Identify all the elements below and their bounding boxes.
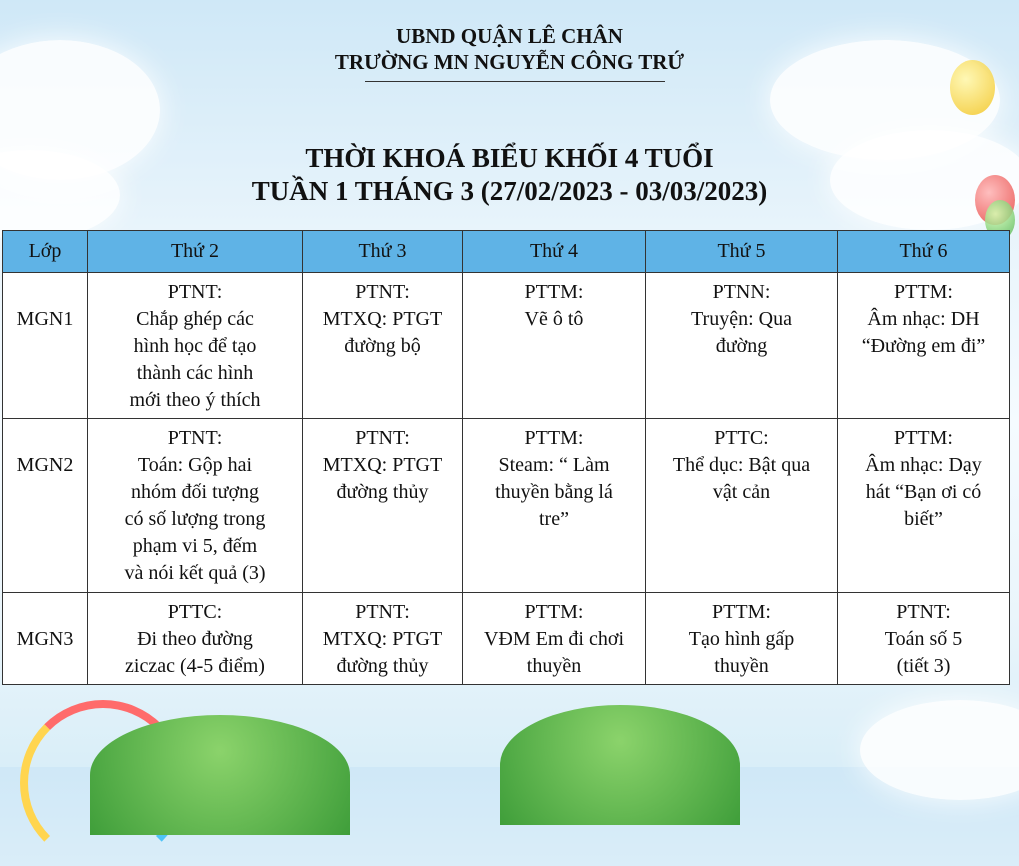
cell-line: phạm vi 5, đếm [132, 535, 258, 557]
table-row [3, 593, 1010, 685]
cell-line: PTNT: [355, 281, 410, 303]
cell-line: thành các hình [136, 362, 254, 384]
cell-line: đường thủy [336, 481, 429, 503]
cell-line: mới theo ý thích [129, 389, 261, 411]
cell-line: Âm nhạc: DH [867, 308, 980, 330]
schedule-cell [303, 593, 463, 685]
cell-line: nhóm đối tượng [130, 481, 260, 503]
cell-line: VĐM Em đi chơi [483, 628, 624, 650]
cell-line: PTNT: [355, 601, 410, 623]
cell-line: Âm nhạc: Dạy [865, 454, 982, 476]
schedule-cell [838, 593, 1010, 685]
cell-line: PTNT: [167, 281, 223, 303]
cell-line: MTXQ: PTGT [322, 454, 443, 476]
cell-line: thuyền [526, 655, 582, 677]
schedule-cell [463, 419, 646, 593]
schedule-cell [88, 273, 303, 419]
cell-line: Vẽ ô tô [524, 308, 584, 330]
table-row [3, 273, 1010, 419]
cell-line: biết” [904, 508, 943, 530]
schedule-cell [463, 273, 646, 419]
cell-line: (tiết 3) [896, 655, 951, 677]
column-header-thursday: Thứ 5 [646, 231, 838, 273]
cell-line: Thể dục: Bật qua [672, 454, 811, 476]
organization-name: UBND QUẬN LÊ CHÂN [396, 24, 623, 48]
class-cell: MGN2 [3, 419, 88, 593]
hill-decoration-left [90, 715, 350, 835]
cell-line: hình học để tạo [133, 335, 257, 357]
cell-line: Truyện: Qua [691, 308, 792, 330]
cell-line: tre” [539, 508, 569, 530]
cell-line: thuyền [714, 655, 769, 677]
hill-decoration-right [500, 705, 740, 825]
column-header-tuesday: Thứ 3 [303, 231, 463, 273]
cell-line: “Đường em đi” [861, 335, 986, 357]
cell-line: PTTM: [712, 601, 771, 623]
schedule-cell [838, 273, 1010, 419]
schedule-cell [88, 593, 303, 685]
document-subtitle: TUẦN 1 THÁNG 3 (27/02/2023 - 03/03/2023) [251, 176, 768, 206]
cell-line: đường [715, 335, 768, 357]
cell-line: PTTM: [894, 281, 953, 303]
cloud-decoration-bottom [860, 700, 1019, 800]
cell-line: hát “Bạn ơi có [865, 481, 982, 503]
cell-line: PTTM: [524, 601, 584, 623]
schedule-cell [303, 273, 463, 419]
cell-line: vật cản [712, 481, 771, 503]
cell-line: Tạo hình gấp [688, 628, 795, 650]
cell-line: MTXQ: PTGT [322, 308, 443, 330]
class-cell: MGN1 [3, 273, 88, 419]
cell-line: và nói kết quả (3) [124, 562, 266, 584]
cell-line: đường thủy [336, 655, 429, 677]
schedule-cell [646, 273, 838, 419]
cell-line: PTTM: [524, 427, 584, 449]
column-header-monday: Thứ 2 [88, 231, 303, 273]
cell-line: Chắp ghép các [136, 308, 254, 330]
cell-line: Đi theo đường [137, 628, 253, 650]
table-header-row [3, 231, 1010, 273]
cell-line: Steam: “ Làm [498, 454, 610, 476]
cell-line: thuyền bằng lá [495, 481, 613, 503]
cell-line: PTNT: [167, 427, 223, 449]
cell-line: có số lượng trong [124, 508, 266, 530]
class-cell: MGN3 [3, 593, 88, 685]
schedule-cell [646, 419, 838, 593]
cell-line: PTTC: [167, 601, 223, 623]
schedule-table [2, 230, 1010, 685]
column-header-friday: Thứ 6 [838, 231, 1010, 273]
header-divider [365, 81, 665, 82]
cell-line: PTNN: [712, 281, 771, 303]
schedule-cell [838, 419, 1010, 593]
column-header-wednesday: Thứ 4 [463, 231, 646, 273]
cell-line: PTTM: [524, 281, 584, 303]
cell-line: PTTM: [894, 427, 953, 449]
schedule-cell [303, 419, 463, 593]
cell-line: PTNT: [896, 601, 951, 623]
column-header-class: Lớp [3, 231, 88, 273]
cell-line: PTTC: [714, 427, 769, 449]
document-title: THỜI KHOÁ BIỂU KHỐI 4 TUỔI [305, 143, 714, 173]
table-row [3, 419, 1010, 593]
schedule-cell [88, 419, 303, 593]
cell-line: Toán: Gộp hai [137, 454, 253, 476]
cell-line: đường bộ [344, 335, 421, 357]
school-name: TRƯỜNG MN NGUYỄN CÔNG TRỨ [334, 50, 685, 74]
schedule-cell [463, 593, 646, 685]
cell-line: Toán số 5 [884, 628, 963, 650]
schedule-cell [646, 593, 838, 685]
cell-line: MTXQ: PTGT [322, 628, 443, 650]
cell-line: ziczac (4-5 điểm) [125, 655, 265, 677]
cell-line: PTNT: [355, 427, 410, 449]
